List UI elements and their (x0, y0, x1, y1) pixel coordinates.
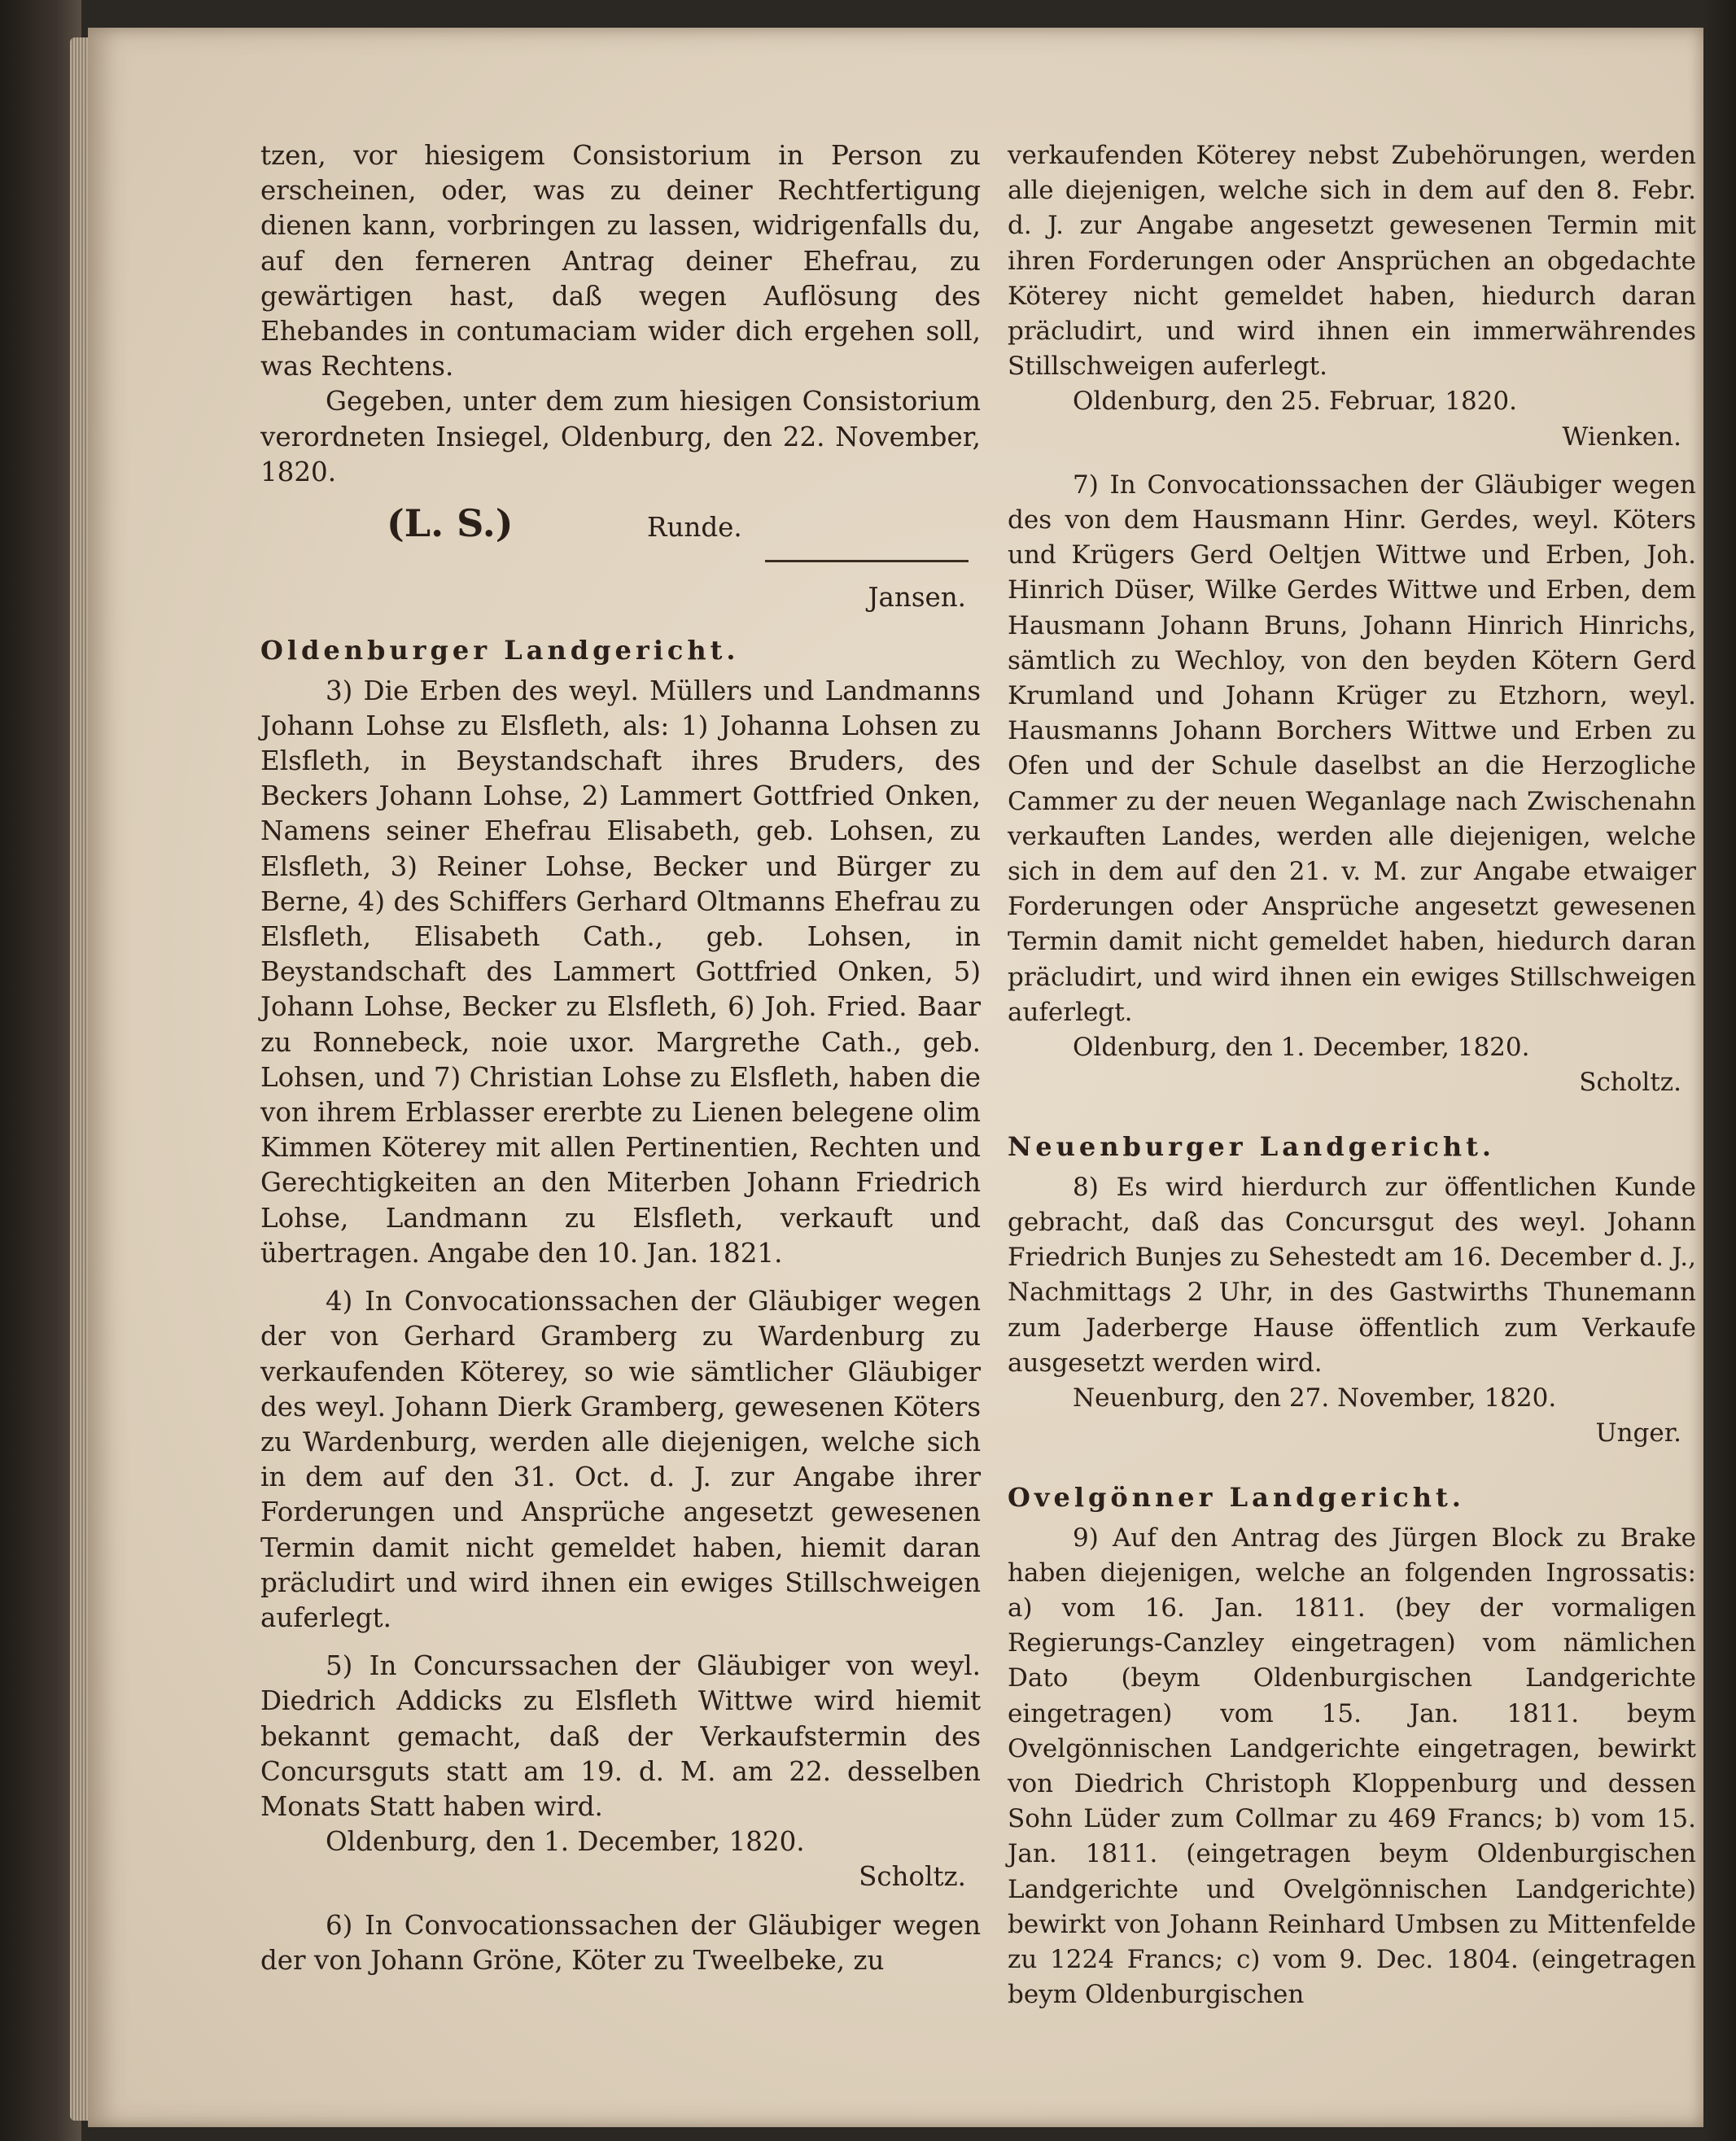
paragraph-given: Gegeben, unter dem zum hiesigen Consistorium verordneten Insiegel, Oldenburg, den 22. November, 1820. (260, 386, 981, 487)
place-date-3: Oldenburg, den 1. December, 1820. (1073, 1033, 1530, 1063)
scan-background-right (1703, 0, 1736, 2141)
right-column (1008, 138, 1696, 2012)
seal-mark: (L. S.) (387, 501, 514, 546)
heading-ovelgoenner-landgericht: Ovelgönner Landgericht. (1008, 1482, 1465, 1514)
heading-neuenburger-landgericht: Neuenburger Landgericht. (1008, 1131, 1496, 1163)
place-date-4: Neuenburg, den 27. November, 1820. (1073, 1383, 1557, 1413)
signature-wienken: Wienken. (1562, 422, 1681, 452)
heading-oldenburger-landgericht: Oldenburger Landgericht. (260, 635, 740, 666)
place-date-2: Oldenburg, den 25. Februar, 1820. (1073, 387, 1517, 417)
paragraph-intro: tzen, vor hiesigem Consistorium in Person zu erscheinen, oder, was zu deiner Rechtfertigung dienen kann, vorbringen zu lassen, widrigenfalls du, auf den ferneren Antrag deiner Ehefrau, zu gewärtigen hast, daß wegen Auflösung des Ehebandes in contumaciam wider dich ergehen soll, was Rechtens. (260, 140, 981, 382)
signature-jansen: Jansen. (868, 582, 966, 614)
signature-scholtz-2: Scholtz. (1579, 1068, 1681, 1098)
signature-rule (765, 560, 969, 562)
place-date-1: Oldenburg, den 1. December, 1820. (326, 1826, 805, 1858)
notice-item-5: 5) In Concurssachen der Gläubiger von weyl. Diedrich Addicks zu Elsfleth Wittwe wird hiemit bekannt gemacht, daß der Verkaufstermin des Concursguts statt am 19. d. M. am 22. desselben Monats Statt haben wird. (260, 1650, 981, 1822)
scan-background-left (0, 0, 81, 2141)
signature-scholtz-1: Scholtz. (859, 1861, 966, 1893)
signature-unger: Unger. (1595, 1418, 1681, 1448)
notice-item-8: 8) Es wird hierdurch zur öffentlichen Kunde gebracht, daß das Concursgut des weyl. Johann Friedrich Bunjes zu Sehestedt am 16. December d. J., Nachmittags 2 Uhr, in des Gastwirths Thunemann zum Jaderberge Hause öffentlich zum Verkaufe ausgesetzt werden wird. (1008, 1172, 1696, 1378)
signature-runde: Runde. (647, 512, 742, 544)
notice-item-3: 3) Die Erben des weyl. Müllers und Landmanns Johann Lohse zu Elsfleth, als: 1) Johanna Lohsen zu Elsfleth, in Beystandschaft ihres Bruders, des Beckers Johann Lohse, 2) Lammert Gottfried Onken, Namens seiner Ehefrau Elisabeth, geb. Lohsen, zu Elsfleth, 3) Reiner Lohse, Becker und Bürger zu Berne, 4) des Schiffers Gerhard Oltmanns Ehefrau zu Elsfleth, Elisabeth Cath., geb. Lohsen, in Beystandschaft des Lammert Gottfried Onken, 5) Johann Lohse, Becker zu Elsfleth, 6) Joh. Fried. Baar zu Ronnebeck, noie uxor. Margrethe Cath., geb. Lohsen, und 7) Christian Lohse zu Elsfleth, haben die von ihrem Erblasser ererbte zu Lienen belegene olim Kimmen Köterey mit allen Pertinentien, Rechten und Gerechtigkeiten an den Miterben Johann Friedrich Lohse, Landmann zu Elsfleth, verkauft und übertragen. Angabe den 10. Jan. 1821. (260, 675, 981, 1269)
notice-item-6-start: 6) In Convocationssachen der Gläubiger wegen der von Johann Gröne, Köter zu Tweelbeke, zu (260, 1909, 981, 1976)
notice-item-7: 7) In Convocationssachen der Gläubiger wegen des von dem Hausmann Hinr. Gerdes, weyl. Köters und Krügers Gerd Oeltjen Wittwe und Erben, Joh. Hinrich Düser, Wilke Gerdes Wittwe und Erben, dem Hausmann Johann Bruns, Johann Hinrich Hinrichs, sämtlich zu Wechloy, von den beyden Kötern Gerd Krumland und Johann Krüger zu Etzhorn, weyl. Hausmanns Johann Borchers Wittwe und Erben zu Ofen und der Schule daselbst an die Herzogliche Cammer zu der neuen Weganlage nach Zwischenahn verkauften Landes, werden alle diejenigen, welche sich in dem auf den 21. v. M. zur Angabe etwaiger Forderungen oder Ansprüche angesetzt gewesenen Termin damit nicht gemeldet haben, hiedurch daran präcludirt, und wird ihnen ein ewiges Stillschweigen auferlegt. (1008, 470, 1696, 1027)
seal-row (260, 501, 981, 546)
notice-item-9: 9) Auf den Antrag des Jürgen Block zu Brake haben diejenigen, welche an folgenden Ingrossatis: a) vom 16. Jan. 1811. (bey der vormaligen Regierungs-Canzley eingetragen) vom nämlichen Dato (beym Oldenburgischen Landgerichte eingetragen) vom 15. Jan. 1811. beym Ovelgönnischen Landgerichte eingetragen, bewirkt von Diedrich Christoph Kloppenburg und dessen Sohn Lüder zum Collmar zu 469 Francs; b) vom 15. Jan. 1811. (eingetragen beym Oldenburgischen Landgerichte und Ovelgönnischen Landgerichte) bewirkt von Johann Reinhard Umbsen zu Mittenfelde zu 1224 Francs; c) vom 9. Dec. 1804. (eingetragen beym Oldenburgischen (1008, 1523, 1696, 2010)
notice-item-6-continued: verkaufenden Köterey nebst Zubehörungen, werden alle diejenigen, welche sich in dem auf den 8. Febr. d. J. zur Angabe angesetzt gewesenen Termin mit ihren Forderungen oder Ansprüchen an obgedachte Köterey nicht gemeldet haben, hiedurch daran präcludirt, und wird ihnen ein immerwährendes Stillschweigen auferlegt. (1008, 141, 1696, 382)
notice-item-4: 4) In Convocationssachen der Gläubiger wegen der von Gerhard Gramberg zu Wardenburg zu verkaufenden Köterey, so wie sämtlicher Gläubiger des weyl. Johann Dierk Gramberg, gewesenen Köters zu Wardenburg, werden alle diejenigen, welche sich in dem auf den 31. Oct. d. J. zur Angabe ihrer Forderungen und Ansprüche angesetzt gewesenen Termin damit nicht gemeldet haben, hiemit daran präcludirt und wird ihnen ein ewiges Stillschweigen auferlegt. (260, 1286, 981, 1633)
left-column (260, 138, 981, 1978)
